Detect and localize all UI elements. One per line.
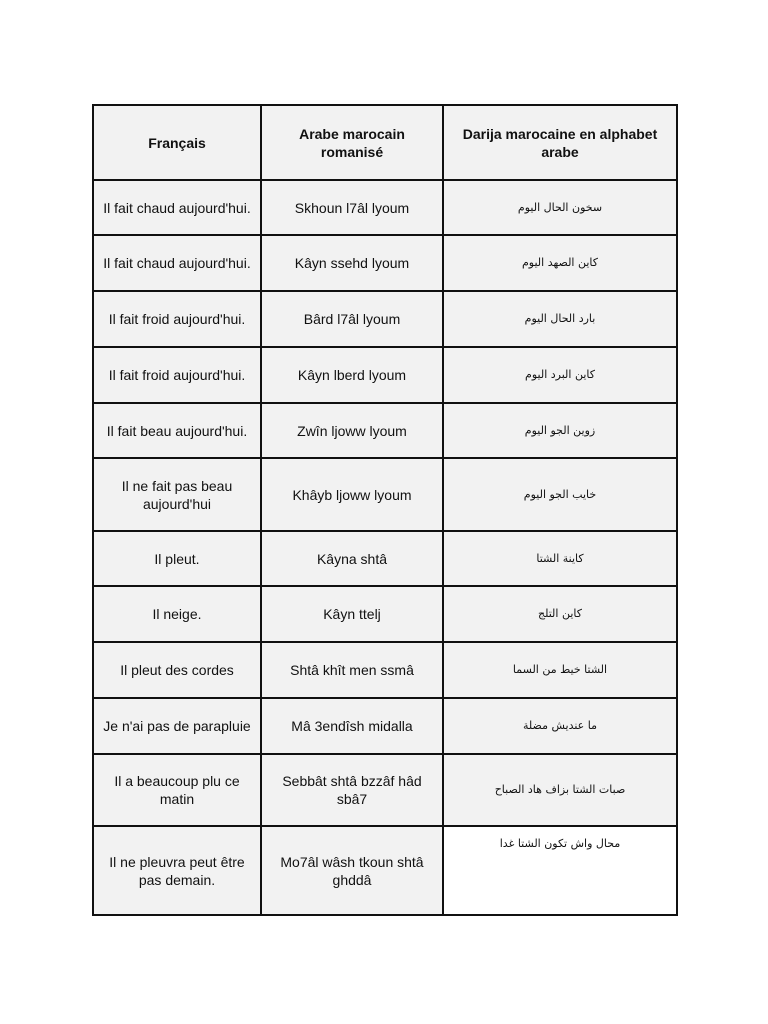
header-french: Français [93, 105, 261, 180]
cell-arabic: زوين الجو اليوم [443, 403, 677, 458]
cell-romanized: Mo7âl wâsh tkoun shtâ ghddâ [261, 826, 443, 915]
table-row [93, 642, 677, 698]
cell-romanized: Zwîn ljoww lyoum [261, 403, 443, 458]
cell-romanized: Bârd l7âl lyoum [261, 291, 443, 347]
cell-romanized: Kâyn lberd lyoum [261, 347, 443, 403]
cell-french: Il a beaucoup plu ce matin [93, 754, 261, 826]
table-row [93, 291, 677, 347]
cell-arabic: كاين البرد اليوم [443, 347, 677, 403]
table-row [93, 235, 677, 291]
table-header-row [93, 105, 677, 180]
cell-romanized: Skhoun l7âl lyoum [261, 180, 443, 235]
cell-french: Il pleut. [93, 531, 261, 586]
cell-arabic: صبات الشتا بزاف هاد الصباح [443, 754, 677, 826]
cell-arabic: الشتا خيط من السما [443, 642, 677, 698]
cell-french: Il fait chaud aujourd'hui. [93, 235, 261, 291]
cell-arabic: ما عنديش مضلة [443, 698, 677, 754]
cell-arabic: خايب الجو اليوم [443, 458, 677, 531]
cell-french: Il ne pleuvra peut être pas demain. [93, 826, 261, 915]
table-row [93, 347, 677, 403]
cell-romanized: Kâyn ttelj [261, 586, 443, 642]
table-row [93, 180, 677, 235]
cell-romanized: Sebbât shtâ bzzâf hâd sbâ7 [261, 754, 443, 826]
table-row [93, 698, 677, 754]
table-row [93, 826, 677, 915]
phrase-table [92, 104, 678, 916]
cell-french: Il fait chaud aujourd'hui. [93, 180, 261, 235]
cell-french: Il fait beau aujourd'hui. [93, 403, 261, 458]
cell-romanized: Kâyn ssehd lyoum [261, 235, 443, 291]
cell-french: Il pleut des cordes [93, 642, 261, 698]
cell-romanized: Kâyna shtâ [261, 531, 443, 586]
cell-french: Je n'ai pas de parapluie [93, 698, 261, 754]
header-arabic: Darija marocaine en alphabet arabe [443, 105, 677, 180]
table-row [93, 458, 677, 531]
cell-romanized: Shtâ khît men ssmâ [261, 642, 443, 698]
cell-arabic: سخون الحال اليوم [443, 180, 677, 235]
table-row [93, 754, 677, 826]
cell-arabic: بارد الحال اليوم [443, 291, 677, 347]
header-romanized: Arabe marocain romanisé [261, 105, 443, 180]
cell-arabic: كاينة الشتا [443, 531, 677, 586]
table-row [93, 586, 677, 642]
cell-french: Il fait froid aujourd'hui. [93, 347, 261, 403]
cell-arabic: كاين الصهد اليوم [443, 235, 677, 291]
cell-french: Il neige. [93, 586, 261, 642]
cell-romanized: Mâ 3endîsh midalla [261, 698, 443, 754]
cell-arabic: محال واش تكون الشتا غدا [443, 826, 677, 915]
table-row [93, 403, 677, 458]
cell-french: Il ne fait pas beau aujourd'hui [93, 458, 261, 531]
table-row [93, 531, 677, 586]
cell-arabic: كاين التلج [443, 586, 677, 642]
cell-french: Il fait froid aujourd'hui. [93, 291, 261, 347]
cell-romanized: Khâyb ljoww lyoum [261, 458, 443, 531]
